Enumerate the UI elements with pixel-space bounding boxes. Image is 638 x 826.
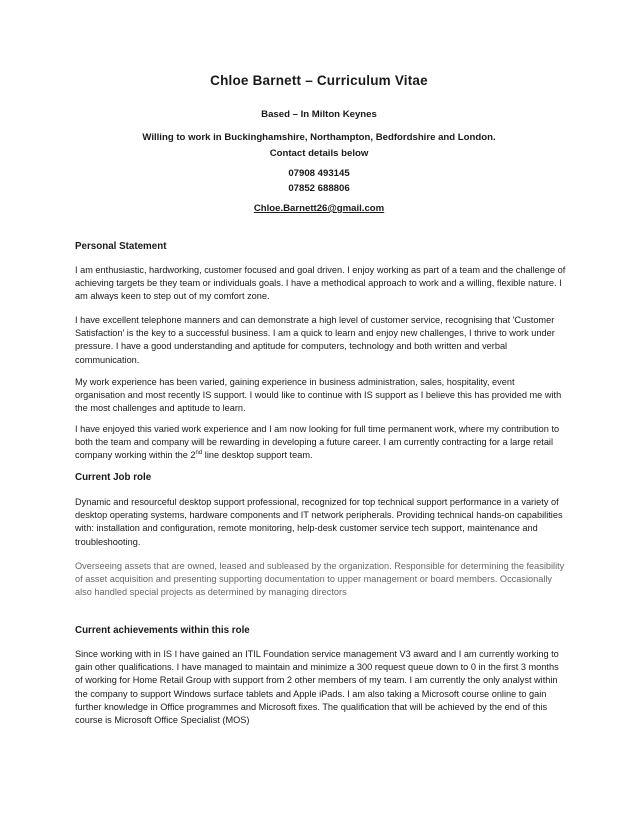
email-link[interactable]: Chloe.Barnett26@gmail.com [253, 203, 385, 214]
personal-statement-paragraph-2: I have excellent telephone manners and can demonstrate a high level of customer service, recognising that 'Customer Satisfaction' is the key to a successful business. I am a quick to learn and enjoy new challenges, I thrive to work under pressure. I have a good understanding and aptitude for computers, technology and both written and verbal communication. [75, 315, 555, 365]
location-line: Based – In Milton Keynes [261, 109, 377, 120]
phone-number-1: 07908 493145 [288, 168, 350, 179]
paragraph-4-end: line desktop support team. [202, 450, 313, 461]
phone-number-2: 07852 688806 [288, 183, 350, 194]
current-job-heading: Current Job role [75, 472, 152, 483]
achievements-paragraph: Since working with in IS I have gained an ITIL Foundation service management V3 award and I am currently working to gain other qualifications. I have managed to maintain and minimize a 300 request queue down to 0 in the first 3 months of working for Home Retail Group with support from 2 other members of my team. I am currently the only analyst within the company to support Windows surface tablets and Apple iPads. I am also taking a Microsoft course online to gain further knowledge in Office programmes and Microsoft fixes. The qualification that will be achieved by the end of this course is Microsoft Office Specialist (MOS) [75, 649, 559, 726]
personal-statement-paragraph-3: My work experience has been varied, gaining experience in business administration, sales, hospitality, event organisation and most recently IS support. I would like to continue with IS support as I believe this has provided me with the most challenges and aptitude to learn. [75, 377, 562, 414]
willing-to-work-line: Willing to work in Buckinghamshire, Northampton, Bedfordshire and London. [142, 132, 496, 143]
current-job-paragraph-1: Dynamic and resourceful desktop support professional, recognized for top technical support performance in a variety of desktop operating systems, hardware components and IT network peripherals. Providing technical hands-on capabilities with: installation and configuration, remote monitoring, help-desk customer service tech support, maintenance and troubleshooting. [75, 497, 563, 547]
achievements-heading: Current achievements within this role [75, 625, 250, 636]
personal-statement-paragraph-4 [75, 423, 567, 463]
personal-statement-paragraph-1: I am enthusiastic, hardworking, customer focused and goal driven. I enjoy working as part of a team and the challenge of achieving targets be they team or individuals goals. I have a methodical approach to work and a willing, flexible nature. I am always keen to step out of my comfort zone. [75, 265, 566, 302]
ordinal-suffix: nd [195, 450, 203, 457]
paragraph-4-start: I have enjoyed this varied work experience and I am now looking for full time permanent work, where my contribution to both the team and company will be rewarding in developing a future career. I am currently contracting for a large retail company working within the 2 [75, 424, 560, 461]
document-title: Chloe Barnett – Curriculum Vitae [210, 73, 428, 88]
current-job-paragraph-2: Overseeing assets that are owned, leased and subleased by the organization. Responsible for determining the feasibility of asset acquisition and presenting supporting documentation to upper management or board members. Occasionally also handled special projects as determined by managing directors [75, 561, 565, 598]
contact-label: Contact details below [269, 148, 369, 159]
personal-statement-heading: Personal Statement [75, 241, 167, 252]
